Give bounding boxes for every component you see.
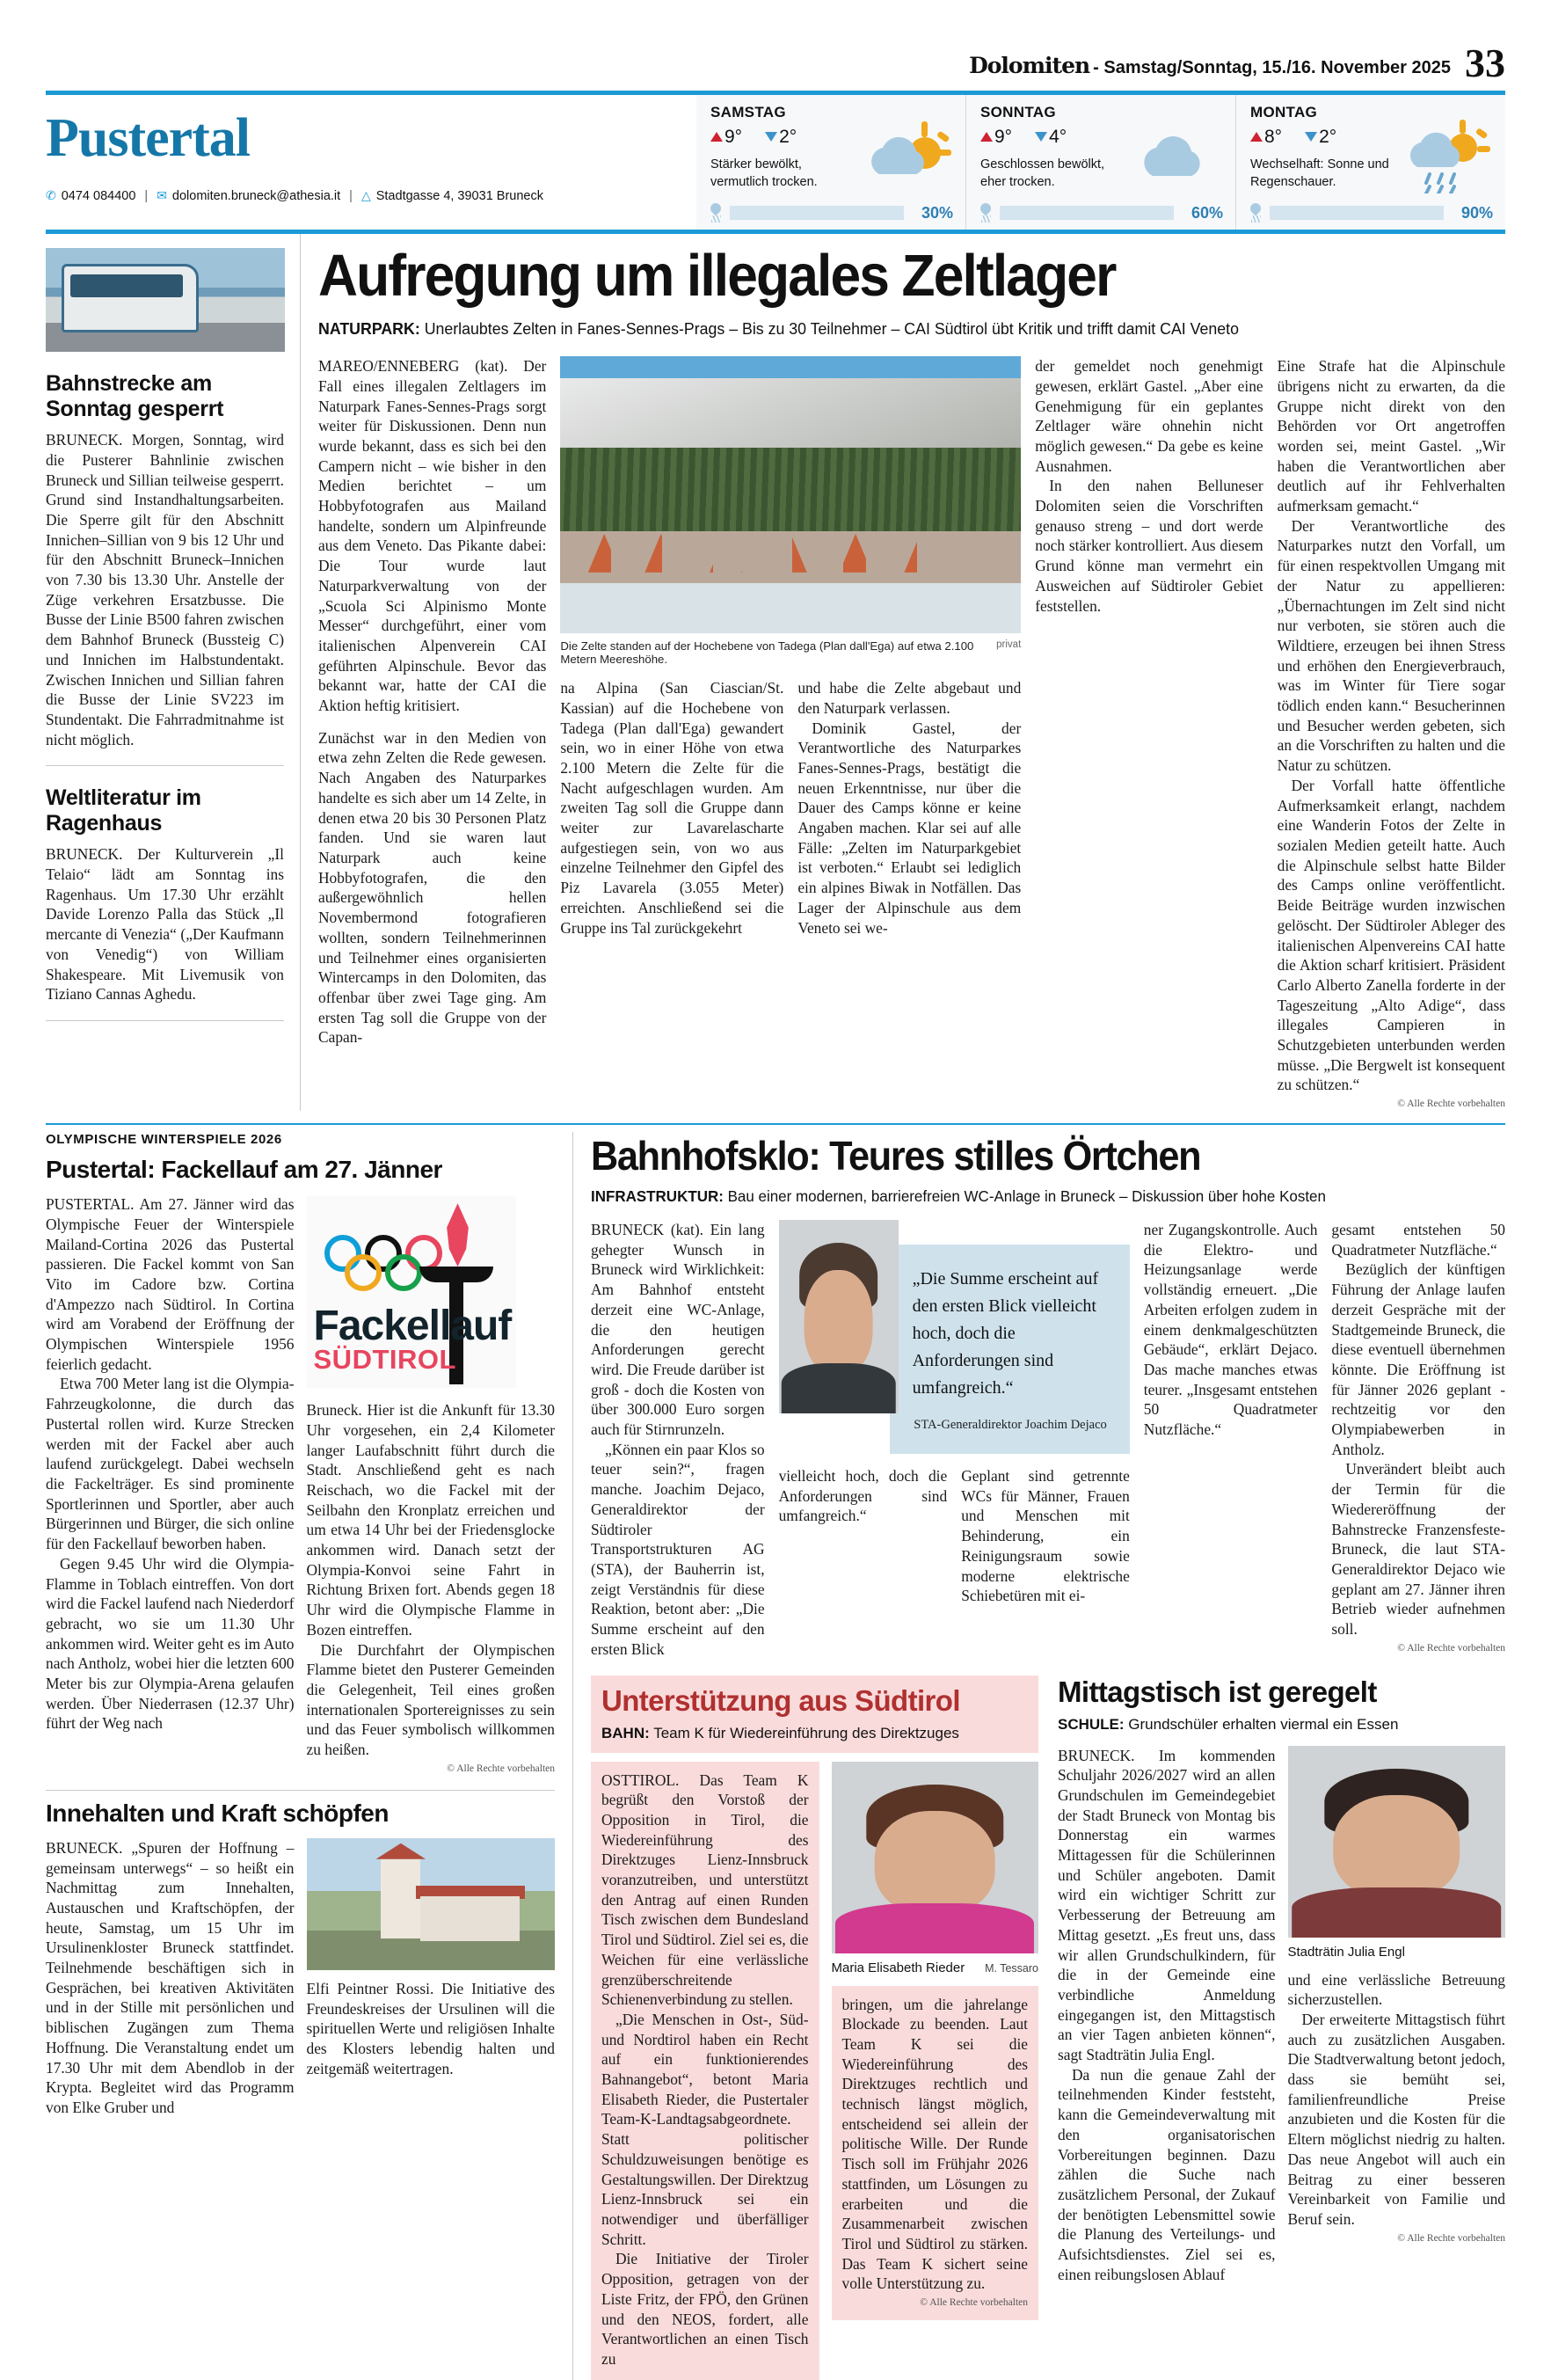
weather-description: Wechselhaft: Sonne und Regenschauer. [1250, 157, 1389, 189]
issue-date: - Samstag/Sonntag, 15./16. November 2025 [1093, 58, 1451, 77]
klo-col5-p2: Bezüglich der künftigen Führung der Anlage laufen derzeit Gespräche mit der Stadtgemeinde Bruneck, die diese eventuell übernehmen könnte. Die Eröffnung ist für Jänner 2026 geplant - rechtzeitig vor den Olympiabewerben in Antholz. [1331, 1260, 1505, 1458]
fackellauf-sub: SÜDTIROL [313, 1344, 456, 1376]
lead-col-5 [1278, 356, 1505, 1111]
mail-icon: ✉ [157, 188, 167, 202]
contact-separator-1: | [144, 188, 149, 203]
lead-article-columns [318, 356, 1505, 1111]
olympics-row-1 [46, 1194, 555, 1776]
precip-percent: 30% [921, 203, 953, 222]
olympics-col1-p3: Gegen 9.45 Uhr wird die Olympia-Flamme in Toblach eintreffen. Von dort wird die Fackel laufend nach Niederdorf gebracht, wo sie um 11.30 Uhr ankommen wird. Weiter geht es im Auto nach Antholz, wobei hier die letzten 600 Meter bis zur Olympia-Arena gelaufen werden. Über Niederrasen (12.37 Uhr) führt der Weg nach [46, 1554, 295, 1733]
weather-low: 4° [1035, 127, 1067, 148]
olympics-col1-p1: PUSTERTAL. Am 27. Jänner wird das Olympische Feuer der Winterspiele Mailand-Cortina 2026 das Pustertal passieren. Die Fackel kommt von San Vito im Cadore bzw. Cortina d'Ampezzo nach Südtirol. In Cortina wird am Vorabend der Eröffnung der Olympischen Winterspiele 1956 feierlich gedacht. [46, 1195, 295, 1373]
masthead-row [46, 95, 1505, 230]
lead-col3-p2: Dominik Gastel, der Verantwortliche des Naturparkes Fanes-Sennes-Prags, bestätigt die neuen Erkenntnisse, nur über die Dauer des Camps könne er keine Angaben machen. Klar sei auf alle Fälle: „Zelten im Naturparkgebiet ist verboten.“ Erlaubt sei lediglich ein alpines Biwak in Notfällen. Das Lager der Alpinschule aus dem Veneto sei we- [797, 719, 1022, 937]
lead-col4-p1: der gemeldet noch genehmigt gewesen, erklärt Gastel. „Aber eine Genehmigung für ein geplantes Zeltlager wäre ohnehin nicht möglich gewesen.“ Da gebe es keine Ausnahmen. [1035, 357, 1263, 475]
mittagstisch-kicker [1058, 1716, 1505, 1734]
unterstuetzung-col1-p3: Die Initiative der Tiroler Opposition, getragen von der Liste Fritz, der FPÖ, den Grünen und den NEOS, fordert, alle Verantwortlichen an einen Tisch zu [601, 2250, 809, 2368]
weather-precip-bar [710, 203, 953, 223]
lead-photo-caption: Die Zelte standen auf der Hochebene von Tadega (Plan dall'Ega) auf etwa 2.100 Metern Meereshöhe. [560, 639, 974, 667]
sidebar-column [46, 234, 301, 1111]
weather-precip-bar [1250, 203, 1493, 223]
lead-col-1 [318, 356, 546, 1111]
masthead-left [46, 95, 696, 230]
cloud-sun-rain-icon [1407, 120, 1491, 193]
arrow-down-icon [1305, 132, 1317, 142]
rain-drop-icon [1250, 203, 1263, 223]
mittagstisch-col2-p1: und eine verlässliche Betreuung sicherzustellen. [1287, 1970, 1505, 2009]
lead-photo-block [560, 356, 1021, 1111]
phone-icon: ✆ [46, 188, 56, 202]
mittagstisch-copyright: © Alle Rechte vorbehalten [1397, 2232, 1505, 2244]
bahnhofsklo-kicker [591, 1187, 1478, 1206]
unterstuetzung-col1-p1: OSTTIROL. Das Team K begrüßt den Vorstoß der Opposition in Tirol, die Wiedereinführung des Direktzuges Lienz-Innsbruck voranzutreiben, und unterstützt den Antrag auf einen Runden Tisch zwischen dem Bundesland Tirol und Südtirol. Ziel sei es, die Weichen für eine verlässliche grenzüberschreitende Schienenverbindung zu stellen. [601, 1770, 809, 2009]
bahnhofsklo-kicker-label: INFRASTRUKTUR: [591, 1187, 724, 1206]
rieder-caption-row [832, 1960, 1039, 1975]
portrait-dejaco [779, 1220, 899, 1413]
quote-text: „Die Summe erscheint auf den ersten Blick vielleicht hoch, doch die Anforderungen sind umfangreich.“ [912, 1269, 1099, 1398]
precip-percent: 60% [1191, 203, 1223, 222]
mittagstisch-kicker-label: SCHULE: [1058, 1715, 1125, 1733]
unterstuetzung-kicker-label: BAHN: [601, 1724, 650, 1741]
unterstuetzung-kicker-text: Team K für Wiedereinführung des Direktzuges [653, 1724, 959, 1741]
klo-col1-p1: BRUNECK (kat). Ein lang gehegter Wunsch in Bruneck wird Wirklichkeit: Am Bahnhof entsteht derzeit eine WC-Anlage, die den heutigen Anforderungen gerecht wird. Die Freude darüber ist groß - doch die Kosten von über 300.000 Euro sorgen auch für Stirnrunzeln. [591, 1221, 765, 1439]
sidebar-divider-1 [46, 765, 284, 766]
weather-high: 9° [710, 127, 742, 148]
lead-photo [560, 356, 1021, 633]
innehalten-row [46, 1838, 555, 2118]
brief-text-weltliteratur: BRUNECK. Der Kulturverein „Il Telaio“ lädt am Sonntag ins Ragenhaus. Um 17.30 Uhr erzählt Davide Lorenzo Palla das Stück „Il mercante di Venezia“ („Der Kaufmann von Venedig“) von William Shakespeare. Mit Livemusik von Tiziano Cannas Aghedu. [46, 845, 284, 1004]
lead-col5-p2: Der Verantwortliche des Naturparkes nutzt den Vorfall, um für einen respektvollen Umgang mit der Natur zu appellieren: „Übernachtungen im Zelt sind nicht nur verboten, sie stören auch die Wildtiere, erzeugen bei ihnen Stress und erhöhen den Energieverbrauch, was im Winter für Tiere sogar tödlich enden kann.“ Besucherinnen und Besucher werden gebeten, sich an die Vorschriften zu halten und die Natur zu schützen. [1277, 516, 1505, 775]
lead-col-4 [1035, 356, 1263, 1111]
weather-precip-bar [980, 203, 1223, 223]
unterstuetzung-kicker [601, 1725, 1028, 1742]
lead-col1-p1: MAREO/ENNEBERG (kat). Der Fall eines illegalen Zeltlagers im Naturpark Fanes-Sennes-Prags sorgt weiter für Diskussionen. Denn nun wurde bekannt, dass es sich bei den Campern nicht – wie bisher in den Medien berichtet – um Hobbyfotografen aus Mailand handelte, sondern um Alpinfreunde aus dem Veneto. Das Pikante dabei: Die Tour wurde laut Naturparkverwaltung von der „Scuola Sci Alpinismo Monte Messer“ durchgeführt, einer vom italienischen Alpenverein CAI geführten Alpinschule. Bevor das bekannt war, hatte der CAI die Aktion heftig kritisiert. [318, 357, 547, 715]
klo-col4-p1: ner Zugangskontrolle. Auch die Elektro- und Heizungsanlage werde vollständig erneuert. „Die Arbeiten erfolgen zudem in einem denkmalgeschützten Gebäude“, erklärt Dejaco. Das mache manches etwas teurer. „Insgesamt entstehen 50 Quadratmeter Nutzfläche.“ [1143, 1221, 1318, 1439]
innehalten-col2: Elfi Peintner Rossi. Die Initiative des Freundeskreises der Ursulinen will die spirituellen Werte und religiösen Inhalte des Klosters lebendig halten und zeitgemäß weitertragen. [306, 1979, 555, 2077]
weather-day-saturday [696, 95, 965, 230]
mittagstisch-kicker-text: Grundschüler erhalten viermal ein Essen [1128, 1715, 1399, 1733]
rain-drop-icon [710, 203, 723, 223]
weather-description: Geschlossen bewölkt, eher trocken. [980, 157, 1105, 189]
bottom-stories [591, 1675, 1505, 2380]
unterstuetzung-col2-p1: bringen, um die jahrelange Blockade zu beenden. Laut Team K sei die Wiedereinführung des Direktzuges rechtlich und technisch längst möglich, entscheidend sei allein der politische Wille. Der Runde Tisch soll im Frühjahr 2026 stattfinden, um Lösungen zu erarbeiten und die Zusammenarbeit zwischen Tirol und Südtirol zu stärken. Das Team K sichert seine volle Unterstützung zu. [841, 1995, 1028, 2293]
weather-high: 8° [1250, 127, 1282, 148]
lower-content [46, 1132, 1505, 2379]
innehalten-title: Innehalten und Kraft schöpfen [46, 1799, 389, 1827]
weather-low: 2° [765, 127, 797, 148]
weather-day-monday [1235, 95, 1505, 230]
page-title: Pustertal [46, 108, 251, 168]
klo-col-5 [1331, 1220, 1505, 1659]
pull-quote [890, 1245, 1130, 1454]
brief-text-bahnstrecke: BRUNECK. Morgen, Sonntag, wird die Pusterer Bahnlinie zwischen Bruneck und Sillian teilweise gesperrt. Grund sind Instandhaltungsarbeiten. Die Sperre gilt für den Abschnitt Innichen–Sillian von 9 bis 12 Uhr und für den Abschnitt Bruneck–Innichen von 7.30 bis 13.30 Uhr. Anstelle der Züge verkehren Ersatzbusse. Die Busse der Linie B500 fahren zwischen dem Bahnhof Bruneck (Bussteig C) und Innichen im Halbstundentakt. Zwischen Innichen und Sillian fahren die Busse der Linie SV223 im Stundentakt. Die Fahrradmitnahme ist nicht möglich. [46, 431, 284, 748]
olympics-title: Pustertal: Fackellauf am 27. Jänner [46, 1156, 442, 1184]
precip-track [1000, 206, 1174, 220]
unterstuetzung-header [591, 1675, 1038, 1753]
weather-day-name: SAMSTAG [710, 104, 786, 120]
rieder-caption: Maria Elisabeth Rieder [831, 1960, 965, 1975]
engl-caption-row [1288, 1945, 1506, 1960]
klo-col-1 [591, 1220, 765, 1659]
arrow-up-icon [980, 132, 993, 142]
klo-col3-p1: Geplant sind getrennte WCs für Männer, Frauen und Menschen mit Behinderung, ein Reinigungsraum sowie moderne elektrische Schiebetüren mit ei- [961, 1467, 1130, 1605]
olympics-col2-p2: Die Durchfahrt der Olympischen Flamme bietet den Pusterer Gemeinden die Gelegenheit, Teil eines großen internationalen Sportereignisses zu sein und das Feuer symbolisch willkommen zu heißen. [306, 1640, 555, 1759]
weather-widget [696, 95, 1505, 230]
story-unterstuetzung [591, 1675, 1038, 2380]
arrow-down-icon [1035, 132, 1047, 142]
lead-col2: na Alpina (San Ciascian/St. Kassian) auf die Hochebene von Tadega (Plan dall'Ega) gewandert sein, wo in einer Höhe von etwa 2.100 Metern die Zelte für die Nacht aufgeschlagen wurden. Am zweiten Tag soll die Gruppe dann weiter zur Lavarelascharte aufgestiegen sein, von wo aus einzelne Teilnehmer den Gipfel des Piz Lavarela (3.055 Meter) erreichten. Anschließend sei die Gruppe ins Tal zurückgekehrt [560, 679, 784, 937]
weather-high: 9° [980, 127, 1012, 148]
klo-col-4 [1144, 1220, 1318, 1659]
lead-kicker [318, 319, 1458, 339]
sidebar-divider-2 [46, 1020, 284, 1021]
brief-title-weltliteratur: Weltliteratur im Ragenhaus [46, 785, 201, 836]
lead-col5-p1: Eine Strafe hat die Alpinschule übrigens nicht zu erwarten, da die Gruppe nicht direkt von den Behörden vor Ort angetroffen worden sei, meint Gastel. „Wir haben die Verantwortlichen aber deutlich auf ihr Fehlverhalten aufmerksam gemacht.“ [1277, 357, 1505, 515]
mittagstisch-col2-p2: Der erweiterte Mittagstisch führt auch zu zusätzlichen Ausgaben. Die Stadtverwaltung betont jedoch, dass sie bemüht sei, familienfreundliche Preise anzubieten und die Kosten für die Eltern möglichst niedrig zu halten. Das neue Angebot will auch ein Beitrag zu einer besseren Vereinbarkeit von Familie und Beruf sein. [1287, 2010, 1505, 2228]
portrait-engl [1288, 1746, 1506, 1938]
section-divider-olympics [46, 1123, 1505, 1125]
brief-title-bahnstrecke: Bahnstrecke am Sonntag gesperrt [46, 371, 224, 421]
bahnhofsklo-kicker-text: Bau einer modernen, barrierefreien WC-Anlage in Bruneck – Diskussion über hohe Kosten [727, 1187, 1326, 1206]
fackellauf-word: Fackellauf [313, 1303, 512, 1350]
innehalten-col1: BRUNECK. „Spuren der Hoffnung – gemeinsam unterwegs“ – so heißt ein Nachmittag zum Innehalten, Austauschen und Kraftschöpfen, der heute, Samstag, um 15 Uhr im Ursulinenkloster Bruneck stattfindet. Teilnehmende beschäftigen sich in Gesprächen, bei kreativen Aktivitäten und in der Stille mit persönlichen und biblischen Zugängen zum Thema Hoffnung. Die Veranstaltung endet um 17.30 Uhr mit dem Abendlob in der Krypta. Begleitet wird das Programm von Elke Gruber und [46, 1838, 295, 2116]
rain-drop-icon [980, 203, 993, 223]
torch-icon [419, 1203, 493, 1309]
portrait-rieder [832, 1762, 1039, 1953]
weather-day-name: MONTAG [1250, 104, 1318, 120]
lead-photo-caption-row [560, 639, 1021, 666]
train-photo [46, 248, 285, 352]
location-icon: △ [360, 188, 371, 202]
olympics-section-tag: OLYMPISCHE WINTERSPIELE 2026 [46, 1132, 282, 1148]
lead-kicker-text: Unerlaubtes Zelten in Fanes-Sennes-Prags – Bis zu 30 Teilnehmer – CAI Südtirol übt Kritik und trifft damit CAI Veneto [424, 319, 1239, 339]
weather-description: Stärker bewölkt, vermutlich trocken. [710, 157, 818, 189]
lead-article [301, 234, 1505, 1111]
klo-quote-block [779, 1220, 1130, 1659]
mittagstisch-title: Mittagstisch ist geregelt [1058, 1675, 1377, 1708]
olympics-copyright: © Alle Rechte vorbehalten [447, 1763, 555, 1774]
contact-email[interactable]: dolomiten.bruneck@athesia.it [171, 188, 341, 203]
lead-headline: Aufregung um illegales Zeltlager [318, 243, 1116, 310]
lead-col1-p2: Zunächst war in den Medien von etwa zehn Zelten die Rede gewesen. Nach Angaben des Naturparkes handelte es sich aber um 14 Zelte, in denen etwa 20 bis 30 Personen Platz fanden. Und sie waren laut Naturpark auch keine Hobbyfotografen, die den außergewöhnlich hellen Novembermond fotografieren wollten, sondern Teilnehmerinnen und Teilnehmer eines organisierten Wintercamps in den Dolomiten, das offenbar über zwei Tage ging. Am ersten Tag soll die Gruppe von der Capan- [318, 728, 547, 1047]
unterstuetzung-col1-p2: „Die Menschen in Ost-, Süd- und Nordtirol haben ein Recht auf ein funktionierendes Bahnangebot“, betont Maria Elisabeth Rieder, die Pustertaler Team-K-Landtagsabgeordnete. Statt politischer Schuldzuweisungen benötige es Gestaltungswillen. Der Direktzug Lienz-Innsbruck sei ein notwendiger und überfälliger Schritt. [601, 2010, 809, 2248]
precip-track [730, 206, 904, 220]
page-number: 33 [1465, 40, 1505, 85]
olympics-column [46, 1132, 573, 2379]
divider-innehalten [46, 1790, 555, 1791]
arrow-up-icon [1250, 132, 1263, 142]
lead-col3-p1: und habe die Zelte abgebaut und den Naturpark verlassen. [797, 679, 1022, 717]
weather-day-name: SONNTAG [980, 104, 1056, 120]
arrow-up-icon [710, 132, 723, 142]
klo-col2: vielleicht hoch, doch die Anforderungen sind umfangreich.“ [778, 1467, 948, 1525]
precip-percent: 90% [1460, 203, 1493, 222]
contact-phone: 0474 084400 [61, 188, 136, 203]
church-photo [307, 1838, 556, 1970]
rieder-credit: M. Tessaro [985, 1961, 1038, 1975]
bahnhofsklo-headline: Bahnhofsklo: Teures stilles Örtchen [591, 1133, 1201, 1179]
contact-line [46, 188, 696, 203]
lead-col5-p3: Der Vorfall hatte öffentliche Aufmerksamkeit erlangt, nachdem eine Wanderin Fotos der Zelte in sozialen Medien geteilt hatte. Auch die Alpinschule selbst hatte Bilder des Camps online veröffentlicht. Beide Beiträge wurden inzwischen gelöscht. Der Südtiroler Ableger des italienischen Alpenvereins CAI hatte die Aktion scharf kritisiert. Präsident Carlo Alberto Zanella forderte in der Tageszeitung „Alto Adige“, dass illegales Campieren in Schutzgebieten unterbunden werden müsse. „Die Bergwelt ist konsequent zu schützen.“ [1277, 776, 1505, 1094]
olympics-col1-p2: Etwa 700 Meter lang ist die Olympia-Fahrzeugkolonne, die durch das Pustertal rollen wird. Kurze Strecken werden mit der Fackel aber auch laufend zurückgelegt. Dabei wechseln die Fackelträger. Es sind prominente Sportlerinnen und Sportler, aber auch Bürgerinnen und Bürger, die sich online für den Fackellauf beworben haben. [46, 1375, 295, 1553]
cloud-icon [1137, 120, 1221, 193]
contact-separator-2: | [349, 188, 353, 203]
precip-track [1270, 206, 1444, 220]
klo-col5-p3: Unverändert bleibt auch der Termin für die Wiedereröffnung der Bahnstrecke Franzensfeste-Bruneck, die laut STA-Generaldirektor Dejaco wie geplant am 27. Jänner ihren Betrieb wieder aufnehmen soll. [1331, 1460, 1505, 1639]
lead-col4-p2: In den nahen Belluneser Dolomiten seien die Vorschriften genauso streng – und dort werde noch stärker kontrolliert. Aus diesem Grund könne man vermehrt ein Ausweichen auf Südtiroler Gebiet feststellen. [1035, 477, 1263, 615]
lead-copyright: © Alle Rechte vorbehalten [1397, 1099, 1505, 1110]
mittagstisch-col1-p2: Da nun die genaue Zahl der teilnehmenden Kinder feststeht, kann die Gemeindeverwaltung mit den organisatorischen Vorbereitungen beginnen. Dazu zählen die Suche nach zusätzlichem Personal, der Zukauf der benötigten Lebensmittel sowie die Planung des Verteilungs- und Aufsichtsdienstes. Ziel sei es, einen reibungslosen Ablauf [1058, 2065, 1276, 2283]
paper-name: Dolomiten [969, 53, 1090, 78]
weather-day-sunday [965, 95, 1235, 230]
mittagstisch-col1-p1: BRUNECK. Im kommenden Schuljahr 2026/2027 wird an allen Grundschulen im Gemeindegebiet der Stadt Bruneck von Montag bis Donnerstag ein warmes Mittagessen für die Schülerinnen und Schüler angeboten. Damit wird ein wichtiger Schritt zur Verbesserung der Betreuung am Mittag gesetzt. „Es freut uns, dass wir allen Grundschulkindern, für die in der Gemeinde eine verbindliche Anmeldung eingegangen ist, den Mittagstisch an vier Tagen anbieten können“, sagt Stadträtin Julia Engl. [1058, 1746, 1276, 2064]
klo-copyright: © Alle Rechte vorbehalten [1397, 1642, 1505, 1654]
contact-address: Stadtgasse 4, 39031 Bruneck [375, 188, 543, 203]
quote-attribution: STA-Generaldirektor Joachim Dejaco [914, 1418, 1107, 1433]
lead-kicker-label: NATURPARK: [318, 319, 420, 339]
unterstuetzung-title: Unterstützung aus Südtirol [601, 1683, 960, 1717]
main-content [46, 234, 1505, 1111]
unterstuetzung-copyright: © Alle Rechte vorbehalten [920, 2297, 1028, 2309]
page-header [46, 0, 1505, 85]
fackellauf-logo [307, 1196, 516, 1388]
right-lower-column [573, 1132, 1505, 2379]
klo-col5-p1: gesamt entstehen 50 Quadratmeter Nutzfläche.“ [1331, 1221, 1505, 1259]
bahnhofsklo-columns [591, 1220, 1505, 1659]
klo-col1-p2: „Können ein paar Klos so teuer sein?“, fragen manche. Joachim Dejaco, Generaldirektor der Südtiroler Transportstrukturen AG (STA), der Bauherrin ist, zeigt Verständnis für diese Reaktion, betont aber: „Die Summe erscheint auf den ersten Blick [591, 1440, 765, 1658]
olympics-col2-p1: Bruneck. Hier ist die Ankunft für 13.30 Uhr vorgesehen, ein 2,4 Kilometer langer Laufabschnitt führt durch die Stadt. Anschließend geht es nach Reischach, wo die Fackel mit der Seilbahn den Kronplatz erreichen und um etwa 14 Uhr bei der Friedensglocke ankommen wird. Danach setzt der Olympia-Konvoi seine Fahrt in Richtung Brixen fort. Abends gegen 18 Uhr wird die Olympische Flamme in Bozen eintreffen. [306, 1401, 555, 1639]
story-mittagstisch [1058, 1675, 1505, 2380]
cloud-sun-icon [867, 120, 951, 193]
engl-caption: Stadträtin Julia Engl [1287, 1944, 1405, 1960]
lead-photo-credit: privat [996, 639, 1022, 651]
weather-low: 2° [1305, 127, 1336, 148]
arrow-down-icon [765, 132, 777, 142]
